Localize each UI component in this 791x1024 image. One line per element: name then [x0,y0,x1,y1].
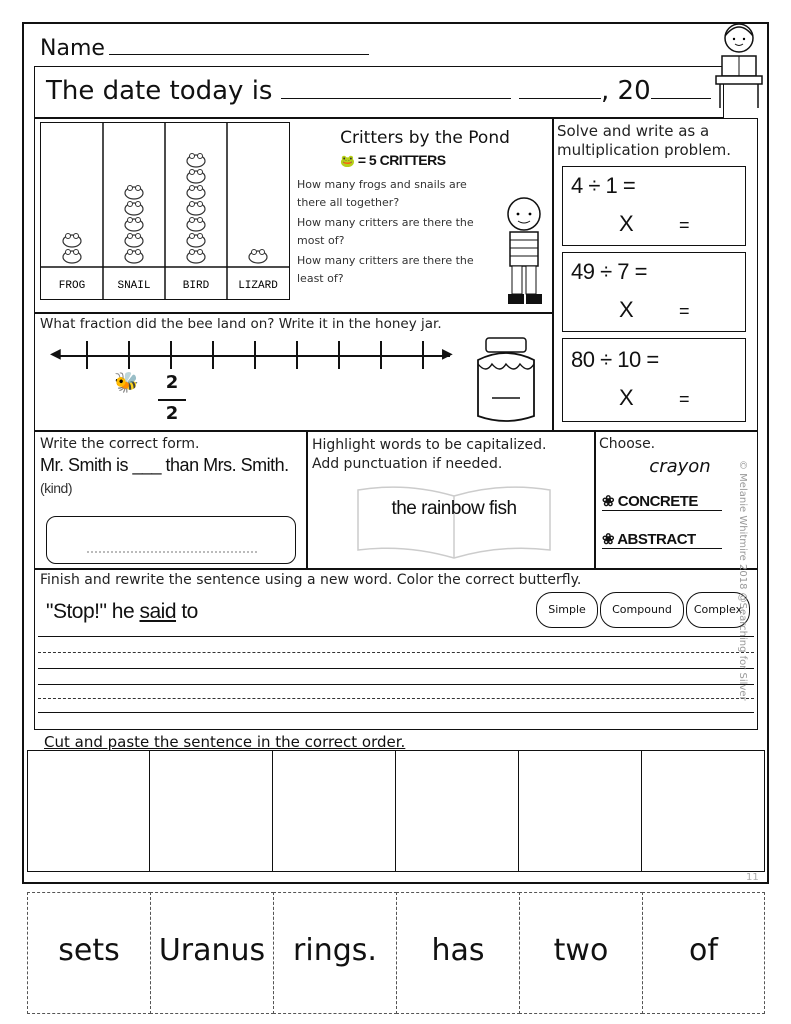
butterfly-compound[interactable]: Compound [600,592,684,628]
book-icon [354,484,554,560]
divider [552,118,554,430]
flower-icon: ❀ [602,531,615,548]
noun-word: crayon [649,456,711,477]
frog-icon [187,234,205,248]
capitalize-instruction [312,436,592,474]
writing-midline [38,652,754,653]
left-arrow-icon: ◀ [50,346,61,362]
pictograph [40,122,290,300]
sentence-instruction: Finish and rewrite the sentence using a new word. Color the correct butterfly. [40,572,582,588]
word-card[interactable]: sets [27,892,151,1014]
frog-icon [187,170,205,184]
capitalize-instruction-2: Add punctuation if needed. [312,456,503,472]
mult-x-2: X [619,297,634,322]
sentence-start: "Stop!" he said to [46,600,198,623]
division-3: 80 ÷ 10 = [571,347,659,372]
frog-icon [187,250,205,264]
butterfly-options [536,592,752,628]
word-card[interactable]: two [519,892,643,1014]
frog-icon [63,250,81,264]
abstract-option[interactable] [602,530,722,549]
mult-eq-1: = [679,215,690,235]
flower-icon: ❀ [602,493,615,510]
mult-eq-3: = [679,389,690,409]
problem-box-1 [562,166,746,246]
frog-icon [187,154,205,168]
frog-icon: 🐸 [340,154,355,168]
paste-slot[interactable] [150,750,273,872]
writing-midline [38,698,754,699]
problem-box-3 [562,338,746,422]
concrete-option[interactable] [602,492,722,511]
frog-icon [125,202,143,216]
number-line [56,355,450,357]
name-label: Name [40,36,369,61]
copyright: © Melanie Whitmire 2018 @Searching for Silver [737,460,748,701]
paste-slot[interactable] [519,750,642,872]
concrete-label: CONCRETE [617,493,698,510]
divider [306,430,308,568]
grass-decoration [87,537,257,553]
word-card[interactable]: Uranus [150,892,274,1014]
division-2: 49 ÷ 7 = [571,259,647,284]
boy-holding-frog-icon [498,192,552,308]
writing-line[interactable] [38,636,754,637]
cut-paste-instruction: Cut and paste the sentence in the correct order. [44,733,406,751]
fraction-denominator: 2 [165,403,179,424]
category-label: SNAIL [117,280,151,292]
adjective-sentence [40,454,302,499]
word-card[interactable]: of [642,892,765,1014]
honey-jar-icon[interactable] [464,334,548,428]
pictograph-title: Critters by the Pond [340,128,510,148]
butterfly-complex[interactable]: Complex [686,592,750,628]
adjective-sentence-text: Mr. Smith is ___ than Mrs. Smith. [40,455,289,475]
divider [34,568,758,570]
category-label: FROG [58,280,86,292]
writing-line[interactable] [38,668,754,669]
answer-box[interactable] [46,516,296,564]
fraction-instruction: What fraction did the bee land on? Write it in the honey jar. [40,316,442,332]
abstract-label: ABSTRACT [617,531,696,548]
adjective-hint: (kind) [40,480,73,496]
pictograph-key: 🐸 = 5 CRITTERS [340,152,446,168]
girl-reading-icon [712,18,766,110]
frog-icon [125,186,143,200]
problem-box-2 [562,252,746,332]
page-number: 11 [746,872,759,883]
writing-line[interactable] [38,712,754,713]
divider [594,430,596,568]
divider [34,312,552,314]
frog-icon [187,218,205,232]
frog-icon [125,218,143,232]
word-card[interactable]: has [396,892,520,1014]
frog-icon [125,234,143,248]
question-2: How many critters are there the most of? [297,216,474,247]
butterfly-simple[interactable]: Simple [536,592,598,628]
division-1: 4 ÷ 1 = [571,173,636,198]
question-1: How many frogs and snails are there all together? [297,178,467,209]
fraction-numerator: 2 [165,372,179,393]
category-label: BIRD [182,280,210,292]
divider [34,430,758,432]
category-label: LIZARD [238,280,278,292]
frog-icon [187,202,205,216]
date-line: The date today is , 20 [46,76,711,106]
writing-line[interactable] [38,684,754,685]
mult-eq-2: = [679,301,690,321]
frog-icon [249,250,267,264]
adjective-instruction: Write the correct form. [40,436,200,452]
frog-icon [63,234,81,248]
pictograph-svg [41,123,289,299]
capitalize-phrase[interactable]: the rainbow fish [391,498,517,519]
question-3: How many critters are there the least of? [297,254,474,285]
multiplication-instruction: Solve and write as a multiplication problem. [557,122,731,159]
word-card[interactable]: rings. [273,892,397,1014]
paste-slot[interactable] [27,750,150,872]
noun-instruction: Choose. [599,436,656,452]
capitalize-instruction-1: Highlight words to be capitalized. [312,437,547,453]
paste-slot[interactable] [273,750,396,872]
mult-x-3: X [619,385,634,410]
mult-x-1: X [619,211,634,236]
frog-icon [125,250,143,264]
bee-icon: 🐝 [114,370,139,394]
frog-icon [187,186,205,200]
right-arrow-icon: ▶ [442,346,453,362]
pictograph-questions [297,176,497,288]
fraction-bar [158,399,186,401]
paste-slot[interactable] [396,750,519,872]
